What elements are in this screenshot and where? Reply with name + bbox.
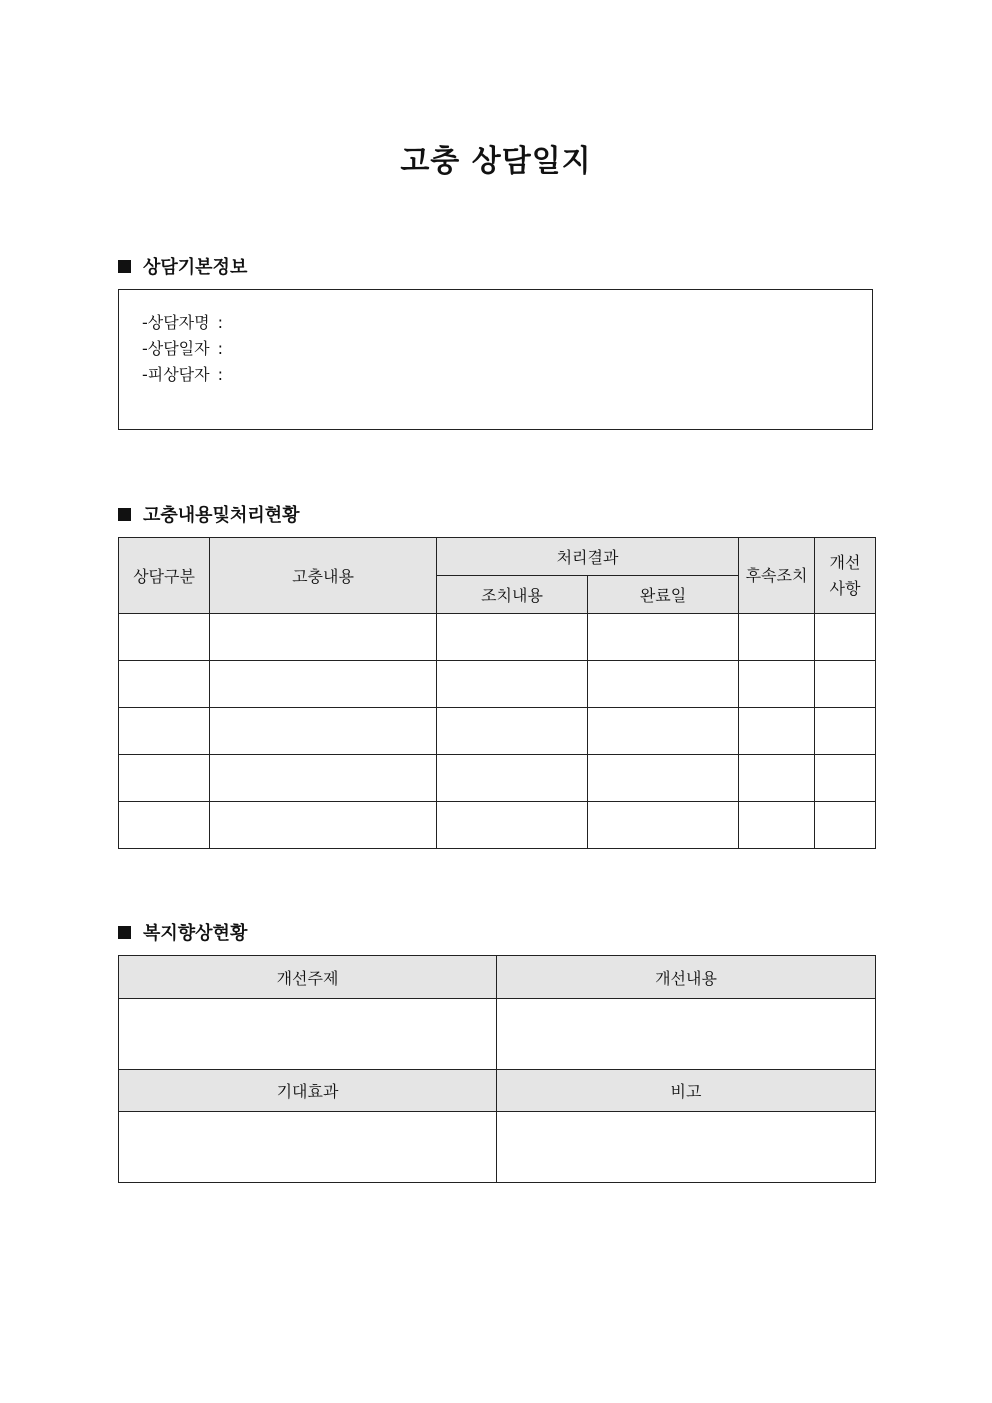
section-heading-label: 상담기본정보 (143, 257, 248, 278)
table-cell[interactable] (210, 802, 437, 849)
table-cell[interactable] (210, 755, 437, 802)
table-cell[interactable] (119, 802, 210, 849)
table-cell[interactable] (588, 661, 739, 708)
table-cell[interactable] (210, 708, 437, 755)
table-cell[interactable] (437, 755, 588, 802)
table-cell[interactable] (437, 802, 588, 849)
table-cell[interactable] (739, 614, 815, 661)
info-label: -피상담자 (142, 365, 210, 384)
section-heading-label: 고충내용및처리현황 (143, 505, 300, 526)
table-cell[interactable] (815, 661, 876, 708)
info-label: -상담일자 (142, 339, 210, 358)
section-heading-welfare (118, 919, 247, 945)
section-heading-label: 복지향상현황 (143, 923, 248, 944)
table-cell[interactable] (119, 755, 210, 802)
table-cell[interactable] (210, 614, 437, 661)
table-cell[interactable] (739, 708, 815, 755)
topic-cell[interactable] (119, 999, 497, 1070)
note-cell[interactable] (497, 1112, 876, 1183)
table-cell[interactable] (119, 661, 210, 708)
table-row (119, 708, 876, 755)
table-cell[interactable] (437, 614, 588, 661)
table-cell[interactable] (815, 802, 876, 849)
grievance-status-table (118, 537, 876, 849)
table-cell[interactable] (815, 614, 876, 661)
header-followup: 후속조치 (739, 538, 815, 614)
table-cell[interactable] (815, 708, 876, 755)
section-heading-status (118, 501, 300, 527)
table-cell[interactable] (815, 755, 876, 802)
table-cell[interactable] (437, 661, 588, 708)
info-row-counselee (142, 362, 872, 388)
table-cell[interactable] (739, 755, 815, 802)
table-cell[interactable] (437, 708, 588, 755)
info-separator: : (217, 339, 223, 358)
header-note: 비고 (497, 1070, 876, 1112)
table-cell[interactable] (119, 614, 210, 661)
table-cell[interactable] (210, 661, 437, 708)
info-label: -상담자명 (142, 313, 210, 332)
table-row (119, 802, 876, 849)
page-title: 고충 상담일지 (400, 144, 592, 179)
welfare-improvement-table (118, 955, 876, 1183)
info-row-counselor (142, 310, 872, 336)
table-cell[interactable] (588, 802, 739, 849)
header-category: 상담구분 (119, 538, 210, 614)
header-improvement: 개선사항 (815, 538, 876, 614)
table-row (119, 614, 876, 661)
expected-effect-cell[interactable] (119, 1112, 497, 1183)
header-completed: 완료일 (588, 576, 739, 614)
table-row (119, 661, 876, 708)
info-separator: : (217, 365, 223, 384)
header-result: 처리결과 (437, 538, 739, 576)
table-row (119, 755, 876, 802)
header-topic: 개선주제 (119, 956, 497, 999)
header-improvement-content: 개선내용 (497, 956, 876, 999)
square-bullet-icon (118, 260, 131, 273)
improvement-content-cell[interactable] (497, 999, 876, 1070)
table-cell[interactable] (588, 708, 739, 755)
info-separator: : (217, 313, 223, 332)
table-cell[interactable] (588, 755, 739, 802)
table-cell[interactable] (739, 802, 815, 849)
table-cell[interactable] (739, 661, 815, 708)
table-cell[interactable] (588, 614, 739, 661)
header-expected-effect: 기대효과 (119, 1070, 497, 1112)
header-action: 조치내용 (437, 576, 588, 614)
info-row-date (142, 336, 872, 362)
header-content: 고충내용 (210, 538, 437, 614)
table-cell[interactable] (119, 708, 210, 755)
basic-info-box (118, 289, 873, 430)
square-bullet-icon (118, 926, 131, 939)
square-bullet-icon (118, 508, 131, 521)
section-heading-basic-info (118, 253, 247, 279)
